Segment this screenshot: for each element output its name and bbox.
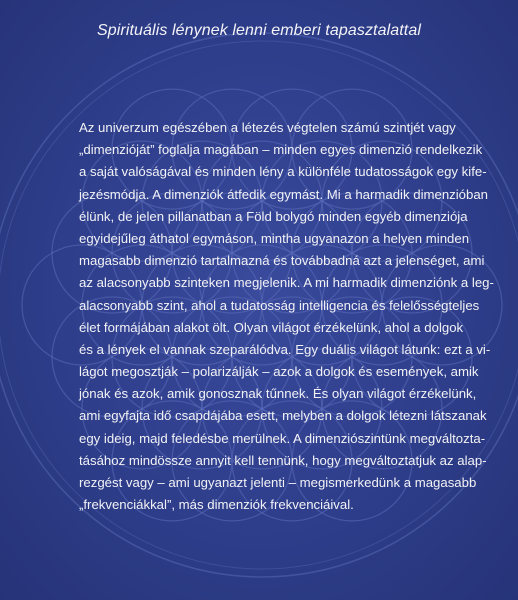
body-line: élet formájában alakot ölt. Olyan világot érzékelünk, ahol a dolgok — [79, 319, 464, 335]
body-line: magasabb dimenzió tartalmazná és továbbadná azt a jelenséget, ami — [79, 253, 485, 269]
body-line: tásához mindössze annyit kell tennünk, hogy megváltoztatjuk az alap- — [79, 452, 487, 468]
body-line: egyidejűleg áthatol egymáson, mintha ugyanazon a helyen minden — [79, 230, 470, 246]
body-line: jónak és azok, amik gonosznak tűnnek. És olyan világot érzékelünk, — [79, 386, 477, 402]
body-line: alacsonyabb szint, ahol a tudatosság intelligencia és felelősségteljes — [79, 297, 480, 313]
body-line: Az univerzum egészében a létezés végtelen számú szintjét vagy — [79, 120, 456, 135]
body-line: ami egyfajta idő csapdájába esett, melyben a dolgok létezni látszanak — [79, 408, 487, 424]
body-line: rezgést vagy – ami ugyanazt jelenti – megismerkedünk a magasabb — [79, 475, 477, 490]
body-line: „dimenzióját” foglalja magában – minden egyes dimenzió rendelkezik — [79, 142, 483, 158]
body-line: „frekvenciákkal”, más dimenziók frekvenciáival. — [79, 497, 354, 513]
body-line: jezésmódja. A dimenziók átfedik egymást. Mi a harmadik dimenzióban — [79, 186, 489, 202]
subtitle: Spirituális lénynek lenni emberi tapasztalattal — [97, 22, 421, 39]
body-line: egy ideig, majd feledésbe merülnek. A dimenziószintünk megváltozta- — [79, 430, 486, 446]
body-line: és a lények el vannak szeparálódva. Egy duális világot látunk: ezt a vi- — [79, 341, 491, 357]
body-paragraph — [79, 117, 494, 516]
body-line: a saját valóságával és minden lény a különféle tudatosságok egy kife- — [79, 164, 487, 180]
body-line: élünk, de jelen pillanatban a Föld bolygó minden egyéb dimenziója — [79, 208, 468, 224]
body-line: az alacsonyabb szinteken megjelenik. A mi harmadik dimenziónk a leg- — [79, 275, 494, 291]
body-line: lágot megosztják – polarizálják – azok a dolgok és események, amik — [79, 364, 479, 380]
